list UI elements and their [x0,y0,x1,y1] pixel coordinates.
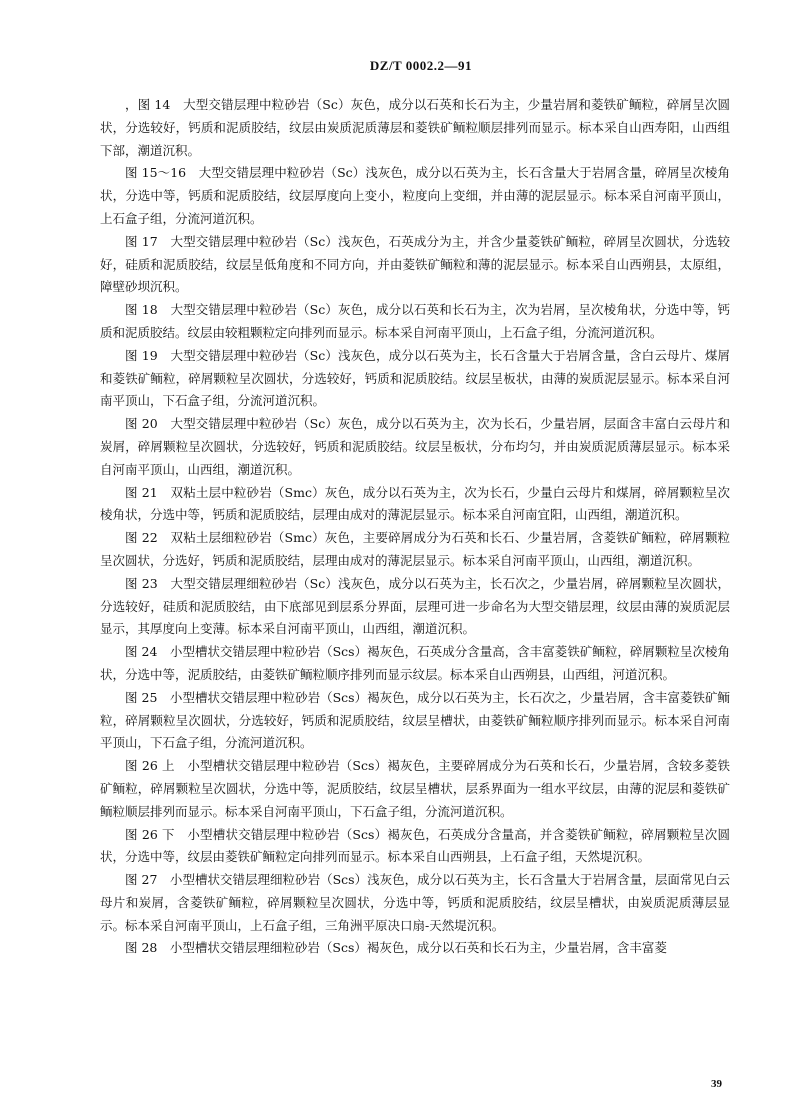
caption-fig-14: ，图 14 大型交错层理中粒砂岩（Sc）灰色，成分以石英和长石为主，少量岩屑和菱铁矿鲕粒，碎屑呈次圆状，分选较好，钙质和泥质胶结，纹层由炭质泥质薄层和菱铁矿鲕粒顺层排列而显示。标本采自山西寿阳，山西组下部，潮道沉积。 [100,97,730,158]
caption-fig-23: 图 23 大型交错层理细粒砂岩（Sc）浅灰色，成分以石英为主，长石次之，少量岩屑，碎屑颗粒呈次圆状，分选较好，硅质和泥质胶结，由下底部见到层系分界面，层理可进一步命名为大型交错层理，纹层由薄的炭质泥层显示，其厚度向上变薄。标本采自河南平顶山，山西组，潮道沉积。 [100,575,730,637]
caption-fig-20: 图 20 大型交错层理中粒砂岩（Sc）灰色，成分以石英为主，次为长石，少量岩屑，层面含丰富白云母片和炭屑，碎屑颗粒呈次圆状，分选较好，钙质和泥质胶结。纹层呈板状，分布均匀，并由炭质泥质薄层显示。标本采自河南平顶山，山西组，潮道沉积。 [100,416,730,477]
caption-fig-17: 图 17 大型交错层理中粒砂岩（Sc）浅灰色，石英成分为主，并含少量菱铁矿鲕粒，碎屑呈次圆状，分选较好，硅质和泥质胶结，纹层呈低角度和不同方向，并由菱铁矿鲕粒和薄的泥层显示。标本采自山西朔县，太原组，障壁砂坝沉积。 [100,233,730,295]
caption-fig-26-lower: 图 26 下 小型槽状交错层理中粒砂岩（Scs）褐灰色，石英成分含量高，并含菱铁矿鲕粒，碎屑颗粒呈次圆状，分选中等，纹层由菱铁矿鲕粒定向排列而显示。标本采自山西朔县，上石盒子组，天然堤沉积。 [100,826,730,865]
caption-fig-21: 图 21 双粘土层中粒砂岩（Smc）灰色，成分以石英为主，次为长石，少量白云母片和煤屑，碎屑颗粒呈次棱角状，分选中等，钙质和泥质胶结，层理由成对的薄泥层显示。标本采自河南宜阳，山西组，潮道沉积。 [100,484,730,523]
caption-fig-26-upper: 图 26 上 小型槽状交错层理中粒砂岩（Scs）褐灰色，主要碎屑成分为石英和长石，少量岩屑，含较多菱铁矿鲕粒，碎屑颗粒呈次圆状，分选中等，泥质胶结，纹层呈槽状，层系界面为一组水平纹层，由薄的泥层和菱铁矿鲕粒顺层排列而显示。标本采自河南平顶山，下石盒子组，分流河道沉积。 [100,758,730,819]
caption-fig-22: 图 22 双粘土层细粒砂岩（Smc）灰色，主要碎屑成分为石英和长石、少量岩屑，含菱铁矿鲕粒，碎屑颗粒呈次圆状，分选好，钙质和泥质胶结，层理由成对的薄泥层显示。标本采自河南平顶山，山西组，潮道沉积。 [100,530,730,568]
caption-fig-25: 图 25 小型槽状交错层理中粒砂岩（Scs）褐灰色，成分以石英为主，长石次之，少量岩屑，含丰富菱铁矿鲕粒，碎屑颗粒呈次圆状，分选较好，钙质和泥质胶结，纹层呈槽状，由菱铁矿鲕粒顺序排列而显示。标本采自河南平顶山，下石盒子组，分流河道沉积。 [100,689,730,751]
caption-fig-18: 图 18 大型交错层理中粒砂岩（Sc）灰色，成分以石英和长石为主，次为岩屑，呈次棱角状，分选中等，钙质和泥质胶结。纹层由较粗颗粒定向排列而显示。标本采自河南平顶山，上石盒子组，分流河道沉积。 [100,302,730,340]
page-number: 39 [711,1078,722,1090]
caption-fig-15-16: 图 15～16 大型交错层理中粒砂岩（Sc）浅灰色，成分以石英为主，长石含量大于岩屑含量，碎屑呈次棱角状，分选中等，钙质和泥质胶结，纹层厚度向上变小，粒度向上变细，并由薄的泥层显示。标本采自河南平顶山，上石盒子组，分流河道沉积。 [100,165,730,226]
caption-fig-28: 图 28 小型槽状交错层理细粒砂岩（Scs）褐灰色，成分以石英和长石为主，少量岩屑，含丰富菱 [125,940,667,956]
caption-fig-24: 图 24 小型槽状交错层理中粒砂岩（Scs）褐灰色，石英成分含量高，含丰富菱铁矿鲕粒，碎屑颗粒呈次棱角状，分选中等，泥质胶结，由菱铁矿鲕粒顺序排列而显示纹层。标本采自山西朔县，山西组，河道沉积。 [100,644,730,682]
standard-code-header: DZ/T 0002.2—91 [369,58,472,73]
caption-fig-19: 图 19 大型交错层理中粒砂岩（Sc）浅灰色，成分以石英为主，长石含量大于岩屑含量，含白云母片、煤屑和菱铁矿鲕粒，碎屑颗粒呈次圆状，分选较好，钙质和泥质胶结。纹层呈板状，由薄的炭质泥层显示。标本采自河南平顶山，下石盒子组，分流河道沉积。 [100,347,730,409]
caption-fig-27: 图 27 小型槽状交错层理细粒砂岩（Scs）浅灰色，成分以石英为主，长石含量大于岩屑含量，层面常见白云母片和炭屑，含菱铁矿鲕粒，碎屑颗粒呈次圆状，分选中等，钙质和泥质胶结，纹层呈槽状，由炭质泥质薄层显示。标本采自河南平顶山，上石盒子组，三角洲平原决口扇-天然堤沉积。 [100,872,730,933]
figure-captions-body [100,94,730,960]
